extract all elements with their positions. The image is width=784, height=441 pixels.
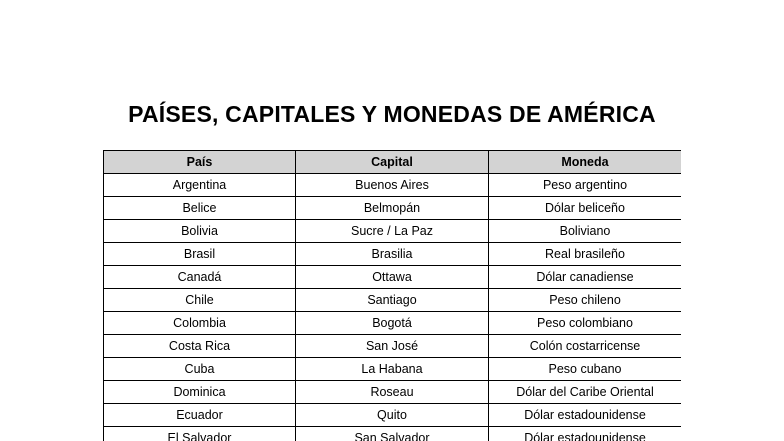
table-row bbox=[104, 220, 682, 243]
cell-capital: Quito bbox=[296, 404, 489, 427]
table-row bbox=[104, 404, 682, 427]
cell-country: El Salvador bbox=[104, 427, 296, 441]
cell-country: Bolivia bbox=[104, 220, 296, 243]
cell-capital: Bogotá bbox=[296, 312, 489, 335]
cell-currency: Dólar del Caribe Oriental bbox=[489, 381, 682, 404]
cell-country: Cuba bbox=[104, 358, 296, 381]
table-row bbox=[104, 358, 682, 381]
table-row bbox=[104, 381, 682, 404]
cell-currency: Dólar estadounidense bbox=[489, 404, 682, 427]
table-row bbox=[104, 427, 682, 441]
cell-country: Costa Rica bbox=[104, 335, 296, 358]
cell-capital: Santiago bbox=[296, 289, 489, 312]
table-row bbox=[104, 289, 682, 312]
table-row bbox=[104, 335, 682, 358]
table-body bbox=[104, 174, 682, 441]
cell-capital: Brasilia bbox=[296, 243, 489, 266]
cell-currency: Peso argentino bbox=[489, 174, 682, 197]
cell-currency: Dólar beliceño bbox=[489, 197, 682, 220]
column-header-currency: Moneda bbox=[489, 151, 682, 174]
cell-capital: Roseau bbox=[296, 381, 489, 404]
cell-currency: Peso colombiano bbox=[489, 312, 682, 335]
countries-table bbox=[103, 150, 681, 441]
countries-table-container bbox=[103, 150, 681, 441]
cell-capital: San José bbox=[296, 335, 489, 358]
cell-currency: Peso chileno bbox=[489, 289, 682, 312]
cell-currency: Peso cubano bbox=[489, 358, 682, 381]
cell-country: Ecuador bbox=[104, 404, 296, 427]
cell-country: Belice bbox=[104, 197, 296, 220]
cell-country: Canadá bbox=[104, 266, 296, 289]
table-row bbox=[104, 197, 682, 220]
cell-currency: Dólar estadounidense bbox=[489, 427, 682, 441]
cell-country: Argentina bbox=[104, 174, 296, 197]
table-row bbox=[104, 266, 682, 289]
cell-capital: San Salvador bbox=[296, 427, 489, 441]
cell-currency: Real brasileño bbox=[489, 243, 682, 266]
column-header-capital: Capital bbox=[296, 151, 489, 174]
cell-currency: Colón costarricense bbox=[489, 335, 682, 358]
cell-capital: Ottawa bbox=[296, 266, 489, 289]
column-header-country: País bbox=[104, 151, 296, 174]
table-row bbox=[104, 243, 682, 266]
cell-country: Chile bbox=[104, 289, 296, 312]
cell-country: Colombia bbox=[104, 312, 296, 335]
cell-capital: La Habana bbox=[296, 358, 489, 381]
cell-capital: Belmopán bbox=[296, 197, 489, 220]
table-header-row bbox=[104, 151, 682, 174]
cell-country: Brasil bbox=[104, 243, 296, 266]
cell-capital: Sucre / La Paz bbox=[296, 220, 489, 243]
table-row bbox=[104, 174, 682, 197]
cell-capital: Buenos Aires bbox=[296, 174, 489, 197]
cell-currency: Dólar canadiense bbox=[489, 266, 682, 289]
table-header bbox=[104, 151, 682, 174]
table-row bbox=[104, 312, 682, 335]
page-title: PAÍSES, CAPITALES Y MONEDAS DE AMÉRICA bbox=[128, 101, 656, 127]
cell-currency: Boliviano bbox=[489, 220, 682, 243]
cell-country: Dominica bbox=[104, 381, 296, 404]
